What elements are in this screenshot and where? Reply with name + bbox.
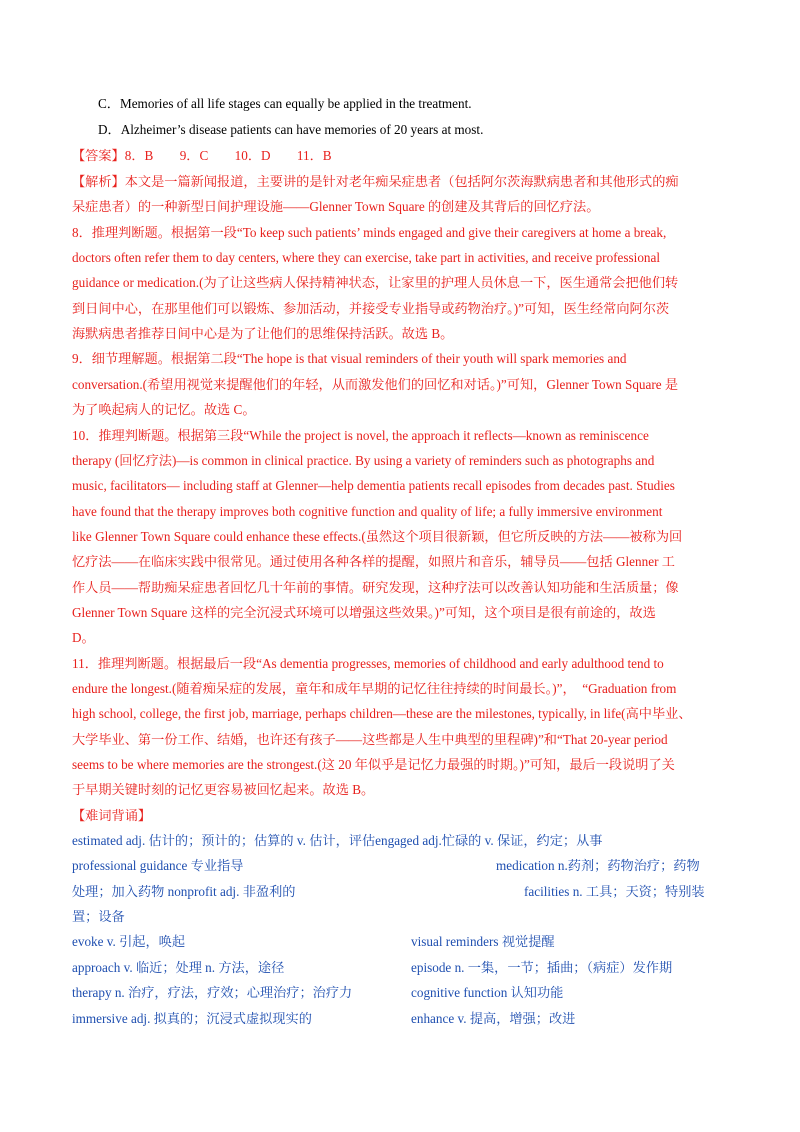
analysis-line: 11．推理判断题。根据最后一段“As dementia progresses, memories of childhood and early adulthood tend to xyxy=(72,656,664,671)
vocab-title: 【难词背诵】 xyxy=(72,808,152,823)
analysis-line: doctors often refer them to day centers, where they can exercise, take part in activities, and receive professional xyxy=(72,250,661,265)
analysis-line: 到日间中心，在那里他们可以锻炼、参加活动，并接受专业指导或药物治疗。)”可知，医生经常向阿尔茨 xyxy=(72,301,670,316)
analysis-line: 10．推理判断题。根据第三段“While the project is novel, the approach it reflects—known as reminiscence xyxy=(72,428,649,443)
vocab-line: facilities n. 工具；天资；特别装 xyxy=(524,884,705,899)
vocab-line: 处理；加入药物 nonprofit adj. 非盈利的 xyxy=(72,884,296,899)
option-c: C．Memories of all life stages can equally be applied in the treatment. xyxy=(98,96,472,111)
analysis-line: 于早期关键时刻的记忆更容易被回忆起来。故选 B。 xyxy=(72,782,375,797)
vocab-term: therapy n. 治疗，疗法，疗效；心理治疗；治疗力 xyxy=(72,985,353,1000)
vocab-term: episode n. 一集，一节；插曲；（病症）发作期 xyxy=(411,960,673,975)
analysis-line: Glenner Town Square 这样的完全沉浸式环境可以增强这些效果。)”可知，这个项目是很有前途的，故选 xyxy=(72,605,656,620)
vocab-term: immersive adj. 拟真的；沉浸式虚拟现实的 xyxy=(72,1011,312,1026)
analysis-line: 为了唤起病人的记忆。故选 C。 xyxy=(72,402,256,417)
analysis-line: 大学毕业、第一份工作、结婚，也许还有孩子——这些都是人生中典型的里程碑)”和“That 20-year period xyxy=(72,732,668,747)
analysis-line: like Glenner Town Square could enhance these effects.(虽然这个项目很新颖，但它所反映的方法——被称为回 xyxy=(72,529,683,544)
analysis-line: guidance or medication.(为了让这些病人保持精神状态，让家里的护理人员休息一下，医生通常会把他们转 xyxy=(72,275,679,290)
analysis-line: endure the longest.(随着痴呆症的发展，童年和成年早期的记忆往往持续的时间最长。)”， “Graduation from xyxy=(72,681,677,696)
analysis-line: 8．推理判断题。根据第一段“To keep such patients’ minds engaged and give their caregivers at home a break, xyxy=(72,225,667,240)
analysis-line: therapy (回忆疗法)—is common in clinical practice. By using a variety of reminders such as photographs and xyxy=(72,453,655,468)
analysis-line: conversation.(希望用视觉来提醒他们的年轻，从而激发他们的回忆和对话。)”可知，Glenner Town Square 是 xyxy=(72,377,679,392)
vocab-term: visual reminders 视觉提醒 xyxy=(411,934,555,949)
analysis-line: seems to be where memories are the strongest.(这 20 年似乎是记忆力最强的时期。)”可知，最后一段说明了关 xyxy=(72,757,675,772)
vocab-term: cognitive function 认知功能 xyxy=(411,985,564,1000)
vocab-term: evoke v. 引起，唤起 xyxy=(72,934,186,949)
analysis-line: 【解析】本文是一篇新闻报道，主要讲的是针对老年痴呆症患者（包括阿尔茨海默病患者和其他形式的痴 xyxy=(72,174,679,189)
analysis-line: 忆疗法——在临床实践中很常见。通过使用各种各样的提醒，如照片和音乐，辅导员——包括 Glenner 工 xyxy=(72,554,675,569)
vocab-line: professional guidance 专业指导 xyxy=(72,858,244,873)
answer-line: 【答案】8．B 9．C 10．D 11．B xyxy=(72,148,332,163)
analysis-line: D。 xyxy=(72,630,95,645)
analysis-line: 海默病患者推荐日间中心是为了让他们的思维保持活跃。故选 B。 xyxy=(72,326,454,341)
vocab-term: enhance v. 提高，增强；改进 xyxy=(411,1011,576,1026)
vocab-line: estimated adj. 估计的；预计的；估算的 v. 估计，评估engaged adj.忙碌的 v. 保证，约定；从事 xyxy=(72,833,603,848)
analysis-line: 9．细节理解题。根据第二段“The hope is that visual reminders of their youth will spark memories and xyxy=(72,351,627,366)
analysis-line: have found that the therapy improves both cognitive function and quality of life; a fully immersive environment xyxy=(72,504,663,519)
vocab-term: approach v. 临近；处理 n. 方法，途径 xyxy=(72,960,285,975)
vocab-line: medication n.药剂；药物治疗；药物 xyxy=(496,858,700,873)
analysis-line: music, facilitators— including staff at Glenner—help dementia patients recall episodes from decades past. Studies xyxy=(72,478,675,493)
analysis-line: 呆症患者）的一种新型日间护理设施——Glenner Town Square 的创建及其背后的回忆疗法。 xyxy=(72,199,600,214)
analysis-line: 作人员——帮助痴呆症患者回忆几十年前的事情。研究发现，这种疗法可以改善认知功能和生活质量；像 xyxy=(72,580,679,595)
vocab-line: 置；设备 xyxy=(72,909,125,924)
analysis-line: high school, college, the first job, marriage, perhaps children—these are the milestones, typically, in life(高中毕业、 xyxy=(72,706,692,721)
option-d: D．Alzheimer’s disease patients can have memories of 20 years at most. xyxy=(98,122,484,137)
